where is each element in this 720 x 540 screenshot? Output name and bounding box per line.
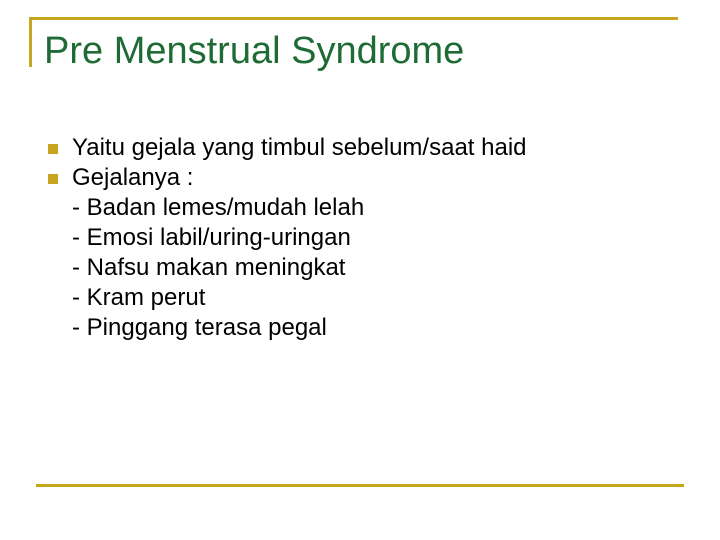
symptom-item: - Kram perut bbox=[72, 284, 206, 311]
square-bullet-icon bbox=[48, 174, 58, 184]
bullet-text: Yaitu gejala yang timbul sebelum/saat haid bbox=[72, 134, 527, 161]
bottom-border-line bbox=[36, 484, 684, 487]
top-border-line bbox=[29, 17, 678, 20]
bullet-text: Gejalanya : bbox=[72, 164, 194, 191]
bullet-item-symptoms bbox=[48, 163, 527, 343]
slide-title: Pre Menstrual Syndrome bbox=[44, 30, 465, 72]
symptom-item: - Badan lemes/mudah lelah bbox=[72, 194, 365, 221]
bullet-item-definition bbox=[48, 133, 527, 163]
symptom-item: - Emosi labil/uring-uringan bbox=[72, 224, 351, 251]
symptom-item: - Nafsu makan meningkat bbox=[72, 254, 346, 281]
bullet-list bbox=[48, 133, 527, 343]
symptom-item: - Pinggang terasa pegal bbox=[72, 314, 327, 341]
left-border-line bbox=[29, 17, 32, 67]
square-bullet-icon bbox=[48, 144, 58, 154]
